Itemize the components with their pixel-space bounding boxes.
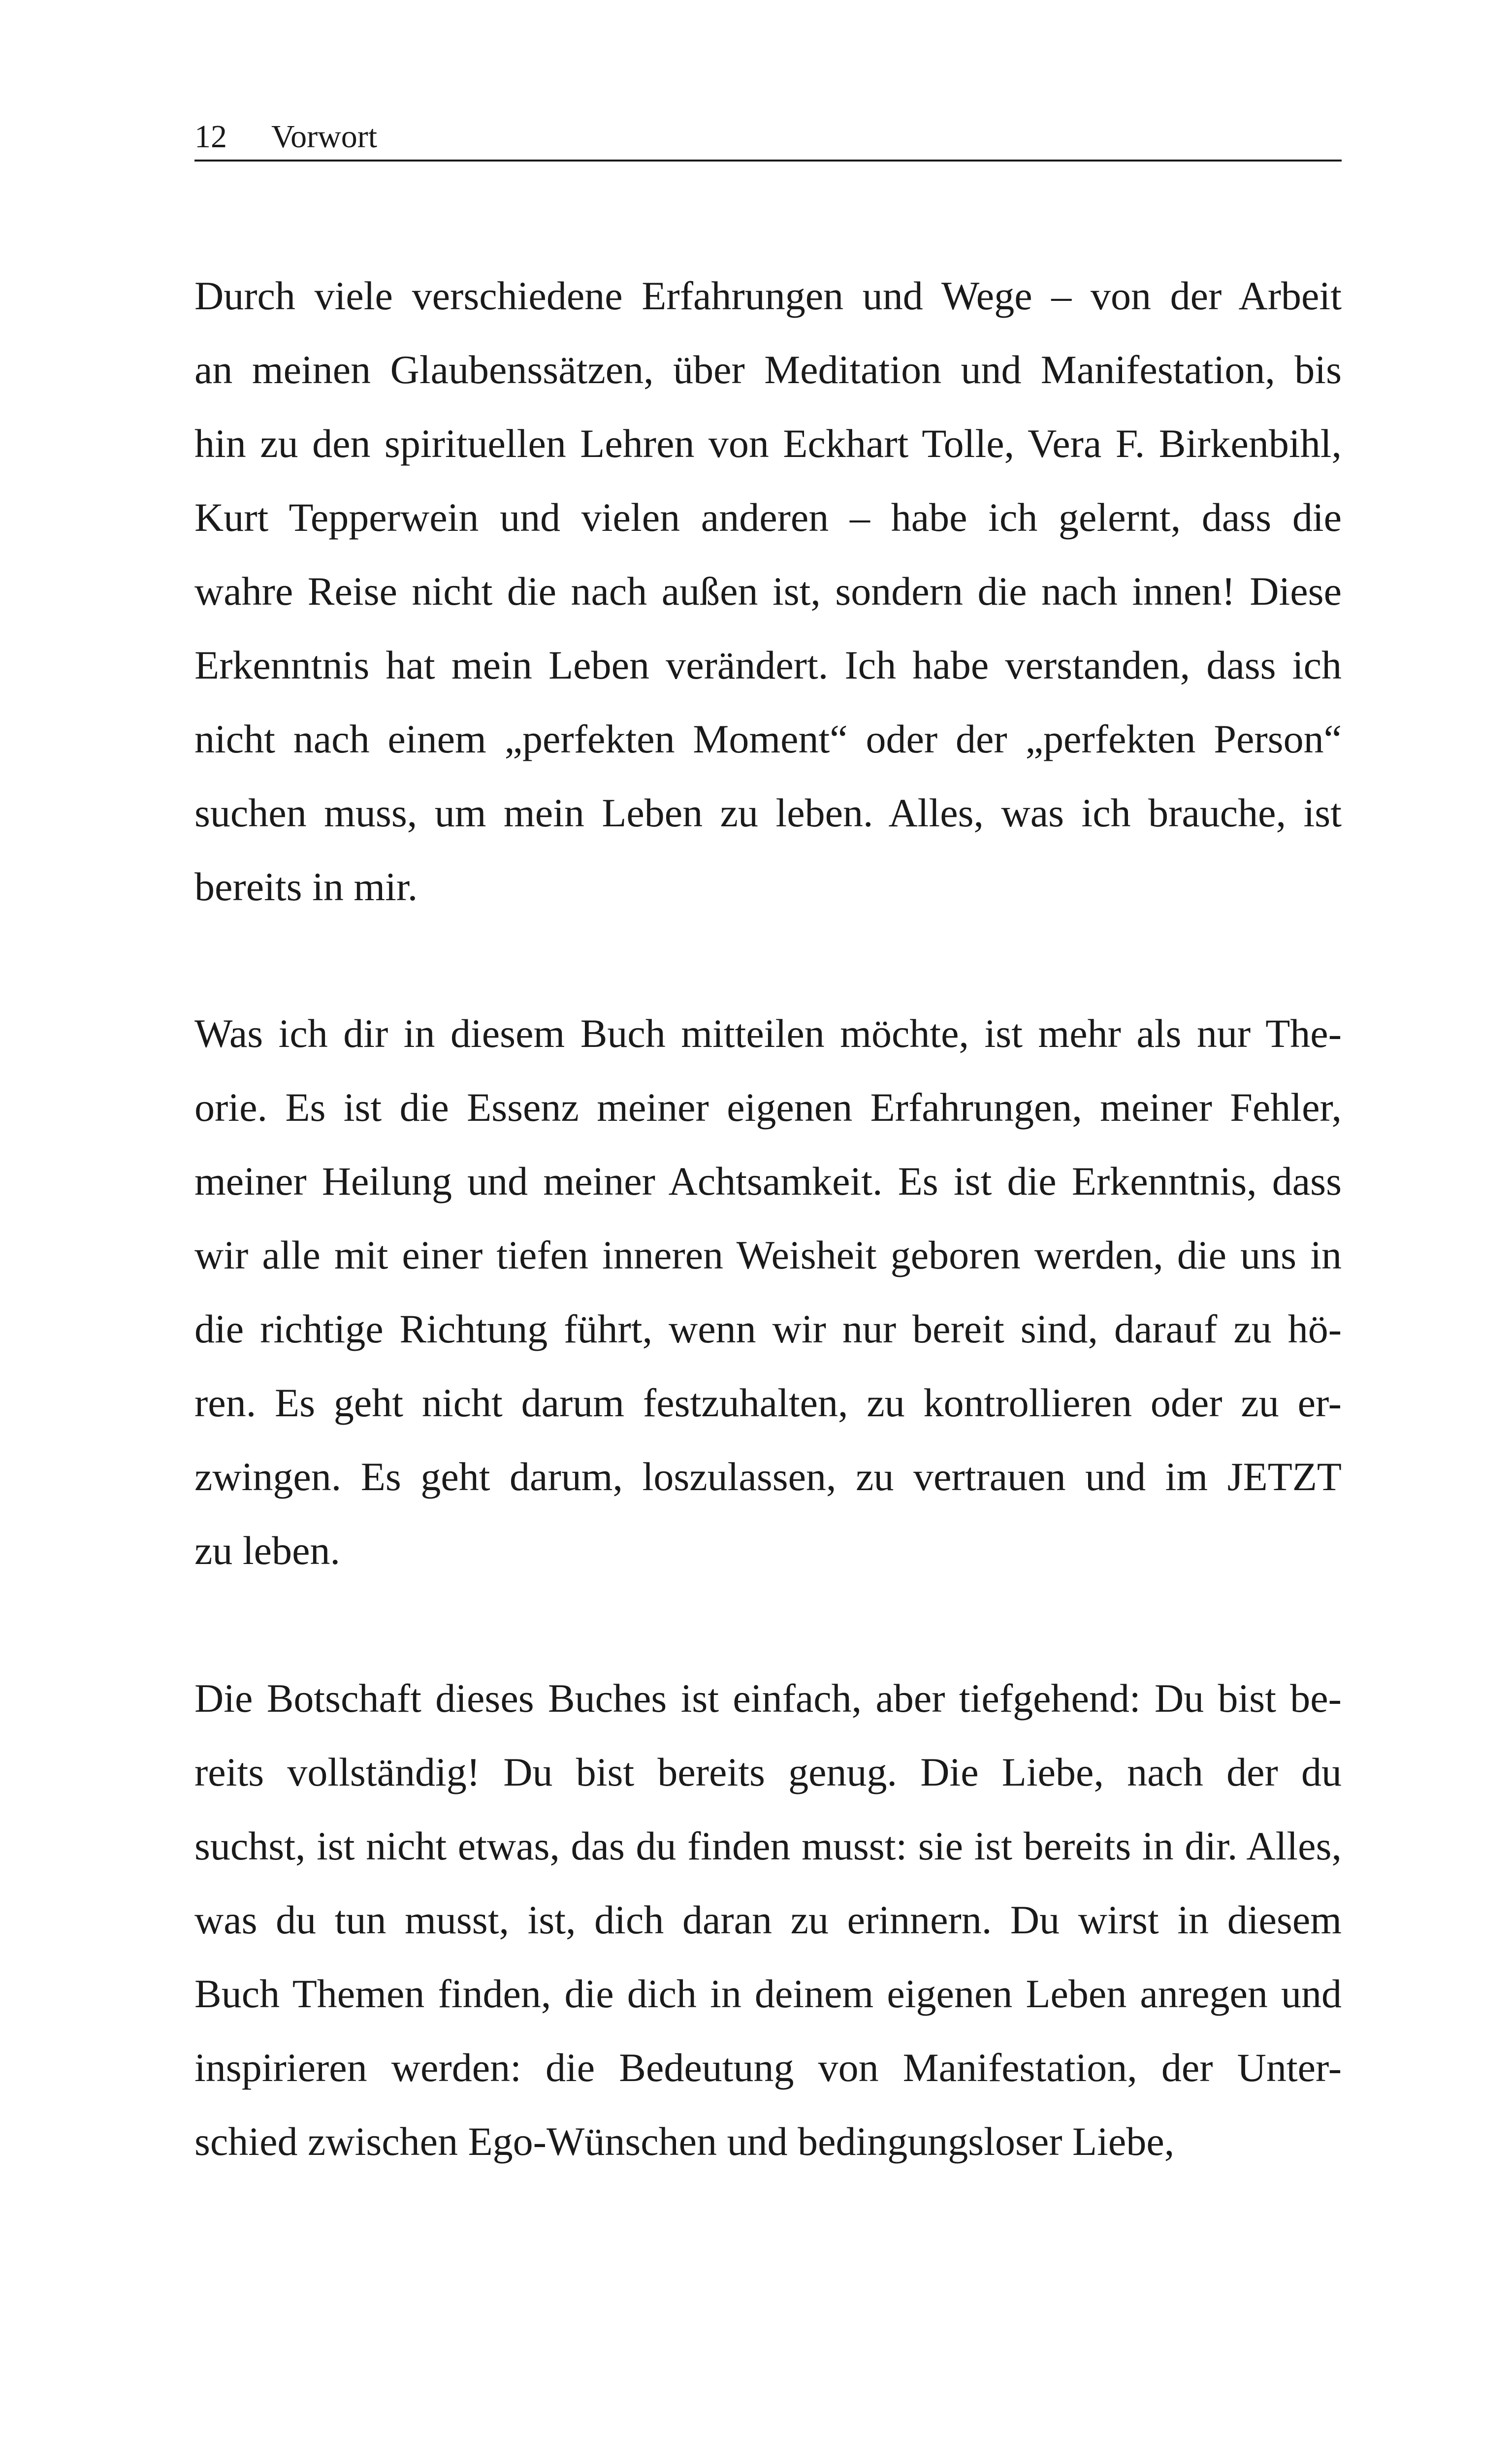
text-line: wahre Reise nicht die nach außen ist, sondern die nach innen! Diese bbox=[194, 569, 1342, 614]
text-line: bereits in mir. bbox=[194, 864, 418, 909]
text-line: Was ich dir in diesem Buch mitteilen möchte, ist mehr als nur The- bbox=[194, 1011, 1342, 1056]
text-line: orie. Es ist die Essenz meiner eigenen Erfahrungen, meiner Fehler, bbox=[194, 1085, 1342, 1130]
text-line: hin zu den spirituellen Lehren von Eckhart Tolle, Vera F. Birkenbihl, bbox=[194, 421, 1342, 466]
text-line: zwingen. Es geht darum, loszulassen, zu vertrauen und im JETZT bbox=[194, 1454, 1342, 1499]
text-line: suchst, ist nicht etwas, das du finden musst: sie ist bereits in dir. Alles, bbox=[194, 1824, 1342, 1868]
text-line: wir alle mit einer tiefen inneren Weisheit geboren werden, die uns in bbox=[194, 1233, 1342, 1277]
text-line: ren. Es geht nicht darum festzuhalten, zu kontrollieren oder zu er- bbox=[194, 1380, 1342, 1425]
text-line: reits vollständig! Du bist bereits genug. Die Liebe, nach der du bbox=[194, 1750, 1342, 1794]
paragraph-1 bbox=[194, 259, 1342, 924]
text-line: Durch viele verschiedene Erfahrungen und Wege – von der Arbeit bbox=[194, 273, 1342, 318]
text-line: Buch Themen finden, die dich in deinem eigenen Leben anregen und bbox=[194, 1971, 1342, 2016]
text-line: meiner Heilung und meiner Achtsamkeit. Es ist die Erkenntnis, dass bbox=[194, 1159, 1342, 1204]
page-number: 12 bbox=[194, 119, 227, 155]
text-line: Die Botschaft dieses Buches ist einfach, aber tiefgehend: Du bist be- bbox=[194, 1676, 1342, 1721]
text-line: an meinen Glaubenssätzen, über Meditation und Manifestation, bis bbox=[194, 347, 1342, 392]
text-line: was du tun musst, ist, dich daran zu erinnern. Du wirst in diesem bbox=[194, 1897, 1342, 1942]
text-line: Kurt Tepperwein und vielen anderen – habe ich gelernt, dass die bbox=[194, 495, 1342, 540]
text-line: suchen muss, um mein Leben zu leben. Alles, was ich brauche, ist bbox=[194, 790, 1342, 835]
paragraph-3 bbox=[194, 1661, 1342, 2179]
text-line: zu leben. bbox=[194, 1528, 340, 1573]
paragraph-2 bbox=[194, 997, 1342, 1588]
text-line: inspirieren werden: die Bedeutung von Manifestation, der Unter- bbox=[194, 2045, 1342, 2090]
text-line: nicht nach einem „perfekten Moment“ oder der „perfekten Person“ bbox=[194, 717, 1342, 761]
text-line: Erkenntnis hat mein Leben verändert. Ich habe verstanden, dass ich bbox=[194, 643, 1342, 687]
text-line: die richtige Richtung führt, wenn wir nur bereit sind, darauf zu hö- bbox=[194, 1306, 1342, 1351]
text-line: schied zwischen Ego-Wünschen und bedingungsloser Liebe, bbox=[194, 2119, 1175, 2164]
chapter-title: Vorwort bbox=[271, 119, 378, 155]
running-header bbox=[194, 112, 1342, 162]
